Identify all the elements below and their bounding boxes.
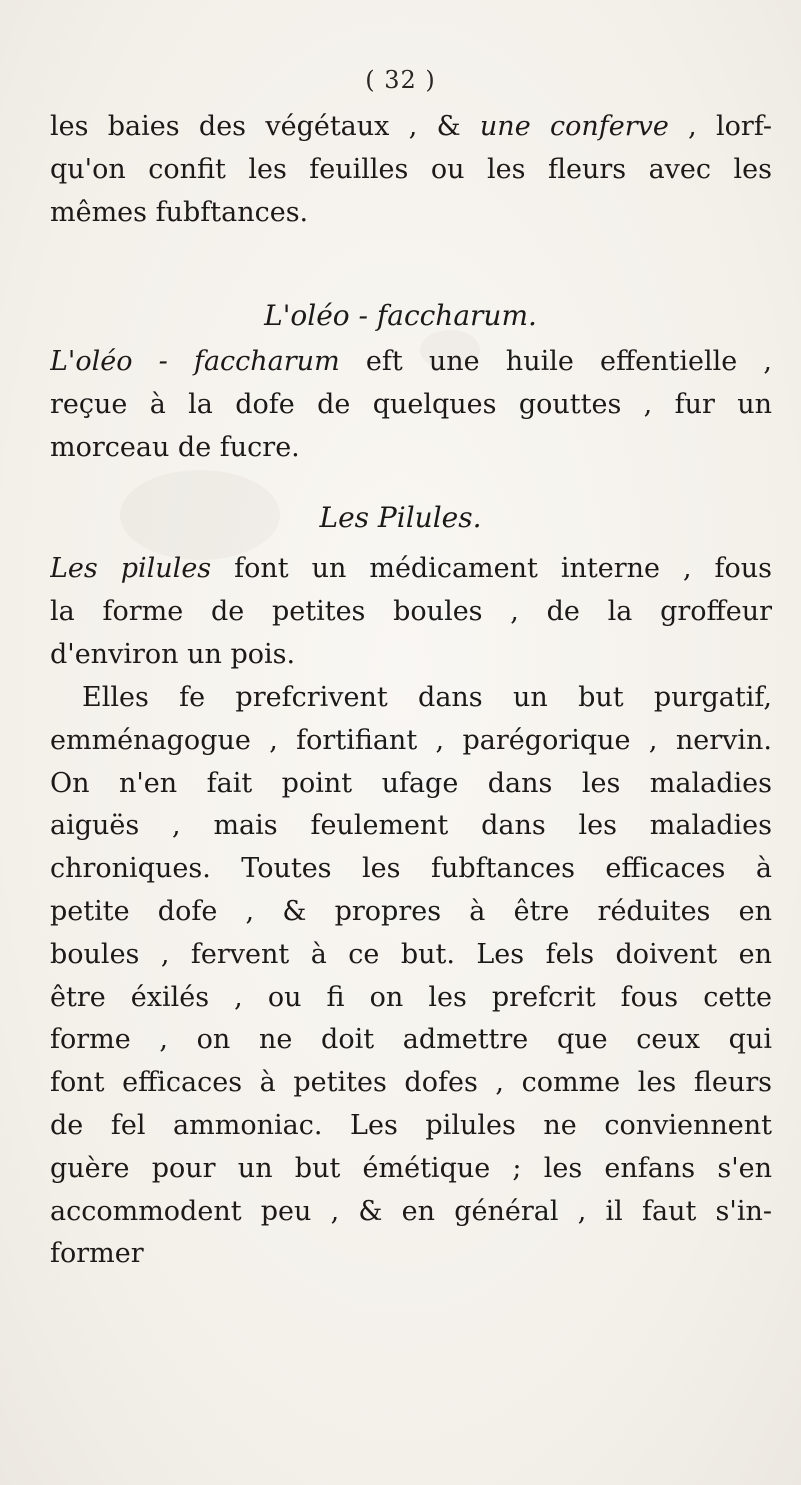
text-line: aiguës , mais feulement dans les maladies — [50, 810, 772, 842]
text-line: guère pour un but émétique ; les enfans s'en — [50, 1152, 772, 1184]
text-line: accommodent peu , & en général , il faut s'in- — [50, 1195, 772, 1227]
text-line: de fel ammoniac. Les pilules ne conviennent — [50, 1109, 772, 1141]
section-heading-pilules: Les Pilules. — [319, 501, 482, 534]
text-line: qu'on confit les feuilles ou les fleurs avec les — [50, 153, 772, 185]
section-heading-oleo-saccharum: L'oléo - faccharum. — [264, 299, 537, 332]
catchword: former — [50, 1238, 144, 1270]
paragraph-pilules-definition — [50, 548, 772, 676]
text-line: On n'en fait point ufage dans les maladies — [50, 767, 772, 799]
text-line: reçue à la dofe de quelques gouttes , fur un — [50, 388, 772, 420]
paragraph-pilules-usage — [50, 677, 772, 1276]
text-line: forme , on ne doit admettre que ceux qui — [50, 1024, 772, 1056]
text-line: boules , fervent à ce but. Les fels doivent en — [50, 938, 772, 970]
paragraph-intro — [50, 106, 772, 234]
text-line: d'environ un pois. — [50, 638, 296, 670]
text-line: être éxilés , ou fi on les prefcrit fous cette — [50, 981, 772, 1013]
text-line: petite dofe , & propres à être réduites en — [50, 895, 772, 927]
text-line: chroniques. Toutes les fubftances efficaces à — [50, 853, 772, 885]
text-line: morceau de fucre. — [50, 431, 300, 463]
page-number: ( 32 ) — [365, 66, 436, 94]
text-line: L'oléo - faccharum eft une huile effentielle , — [50, 346, 772, 377]
text-line: emménagogue , fortifiant , parégorique , nervin. — [50, 724, 772, 756]
text-line: mêmes fubftances. — [50, 196, 309, 228]
paragraph-oleo-saccharum — [50, 341, 772, 469]
text-line: Les pilules font un médicament interne , fous — [50, 553, 772, 584]
text-line: font efficaces à petites dofes , comme les fleurs — [50, 1067, 772, 1099]
text-line: les baies des végétaux , & une conferve , lorf- — [50, 111, 772, 142]
text-line: Elles fe prefcrivent dans un but purgatif, — [82, 682, 772, 713]
text-line: la forme de petites boules , de la groffeur — [50, 595, 772, 627]
